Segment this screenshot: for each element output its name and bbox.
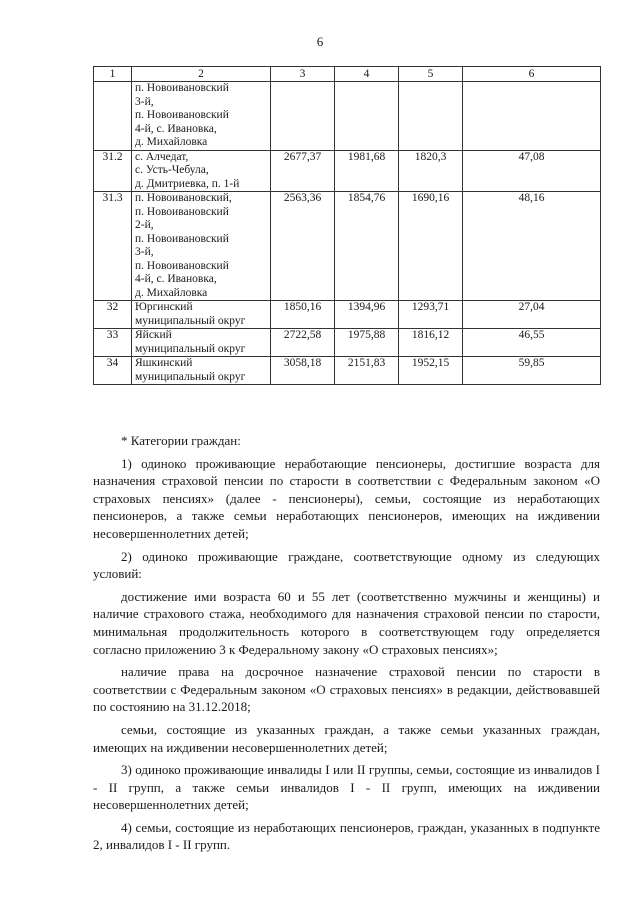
row-number-cell: 31.3 (94, 192, 132, 301)
territory-name-line: с. Усть-Чебула, (135, 164, 209, 176)
territory-name-cell (132, 357, 271, 385)
territory-name-line: с. Алчедат, (135, 150, 189, 163)
table-row (94, 301, 601, 329)
territory-name-line: п. Новоивановский (135, 82, 229, 94)
table-row (94, 82, 601, 151)
value-cell-v3 (271, 82, 335, 151)
territory-name-line: п. Новоивановский (135, 259, 229, 272)
header-col-5: 5 (399, 67, 463, 82)
territory-name-line: Яшкинский (135, 357, 193, 369)
territory-name-line: 3-й, (135, 95, 154, 108)
value-cell-v3: 2722,58 (271, 329, 335, 357)
territory-name-cell (132, 150, 271, 192)
value-cell-v4: 1975,88 (335, 329, 399, 357)
row-number-cell: 31.2 (94, 150, 132, 192)
value-cell-v6 (463, 82, 601, 151)
notes-paragraph: 3) одиноко проживающие инвалиды I или II группы, семьи, состоящие из инвалидов I - II групп, а также семьи инвалидов I - II групп, имеющих на иждивении несовершеннолетних детей; (93, 762, 600, 813)
notes-heading: * Категории граждан: (121, 433, 241, 448)
value-cell-v6: 47,08 (463, 150, 601, 192)
row-number-cell: 34 (94, 357, 132, 385)
value-cell-v4: 1854,76 (335, 192, 399, 301)
territory-name-line: 3-й, (135, 246, 154, 258)
value-cell-v6: 46,55 (463, 329, 601, 357)
notes-paragraph: семьи, состоящие из указанных граждан, а также семьи указанных граждан, имеющих на иждивении несовершеннолетних детей; (93, 721, 600, 755)
table-row (94, 192, 601, 301)
table-row (94, 329, 601, 357)
territory-name-line: муниципальный округ (135, 370, 246, 383)
row-number-cell: 33 (94, 329, 132, 357)
header-col-6: 6 (463, 67, 601, 82)
value-cell-v5: 1293,71 (399, 301, 463, 329)
value-cell-v6: 48,16 (463, 192, 601, 301)
territory-name-cell (132, 192, 271, 301)
value-cell-v5 (399, 82, 463, 151)
territory-name-cell (132, 82, 271, 151)
value-cell-v5: 1690,16 (399, 192, 463, 301)
header-col-1: 1 (94, 67, 132, 82)
citizen-categories-notes (93, 432, 600, 859)
value-cell-v3: 2677,37 (271, 150, 335, 192)
territory-name-line: п. Новоивановский (135, 205, 229, 218)
territory-name-line: муниципальный округ (135, 342, 246, 355)
territory-name-line: 4-й, с. Ивановка, (135, 122, 217, 135)
notes-paragraphs (93, 455, 600, 854)
header-col-4: 4 (335, 67, 399, 82)
territory-name-line: Яйский (135, 329, 172, 341)
notes-paragraph: 2) одиноко проживающие граждане, соответствующие одному из следующих условий: (93, 548, 600, 582)
page-number: 6 (316, 34, 324, 49)
value-cell-v5: 1820,3 (399, 150, 463, 192)
territory-name-line: 2-й, (135, 219, 154, 231)
territory-name-line: п. Новоивановский (135, 109, 229, 121)
territory-name-line: муниципальный округ (135, 314, 246, 327)
header-col-2: 2 (132, 67, 271, 82)
value-cell-v4: 2151,83 (335, 357, 399, 385)
territory-name-line: п. Новоивановский, (135, 192, 232, 204)
notes-paragraph: 4) семьи, состоящие из неработающих пенсионеров, граждан, указанных в подпункте 2, инвалидов I - II групп. (93, 819, 600, 853)
table-body (94, 82, 601, 385)
header-col-3: 3 (271, 67, 335, 82)
value-cell-v3: 3058,18 (271, 357, 335, 385)
value-cell-v4: 1981,68 (335, 150, 399, 192)
table-header-row (94, 67, 601, 82)
territory-name-line: п. Новоивановский (135, 232, 229, 245)
territory-name-line: Юргинский (135, 301, 193, 313)
territory-name-line: д. Михайловка (135, 286, 208, 299)
value-cell-v3: 2563,36 (271, 192, 335, 301)
value-cell-v5: 1816,12 (399, 329, 463, 357)
value-cell-v6: 27,04 (463, 301, 601, 329)
value-cell-v4: 1394,96 (335, 301, 399, 329)
territory-name-cell (132, 301, 271, 329)
notes-paragraph: 1) одиноко проживающие неработающие пенсионеры, достигшие возраста для назначения страховой пенсии по старости в соответствии с Федеральным законом «О страховых пенсиях» (далее - пенсионеры), семьи, состоящие из неработающих пенсионеров, а также семьи неработающих пенсионеров, имеющих на иждивении несовершеннолетних детей; (93, 455, 600, 541)
territory-name-line: д. Михайловка (135, 136, 208, 148)
tariff-table (93, 66, 601, 385)
table-row (94, 150, 601, 192)
notes-paragraph: достижение ими возраста 60 и 55 лет (соответственно мужчины и женщины) и наличие страхового стажа, необходимого для назначения страховой пенсии по старости, минимальная продолжительность которого в соответствующем году определяется согласно приложению 3 к Федеральному закону «О страховых пенсиях»; (93, 588, 600, 657)
territory-name-line: 4-й, с. Ивановка, (135, 273, 217, 285)
value-cell-v6: 59,85 (463, 357, 601, 385)
value-cell-v4 (335, 82, 399, 151)
value-cell-v5: 1952,15 (399, 357, 463, 385)
row-number-cell: 32 (94, 301, 132, 329)
territory-name-line: д. Дмитриевка, п. 1-й (135, 177, 240, 190)
notes-paragraph: наличие права на досрочное назначение страховой пенсии по старости в соответствии с Федеральным законом «О страховых пенсиях» в редакции, действовавшей по состоянию на 31.12.2018; (93, 664, 600, 715)
row-number-cell (94, 82, 132, 151)
territory-name-cell (132, 329, 271, 357)
value-cell-v3: 1850,16 (271, 301, 335, 329)
table-row (94, 357, 601, 385)
